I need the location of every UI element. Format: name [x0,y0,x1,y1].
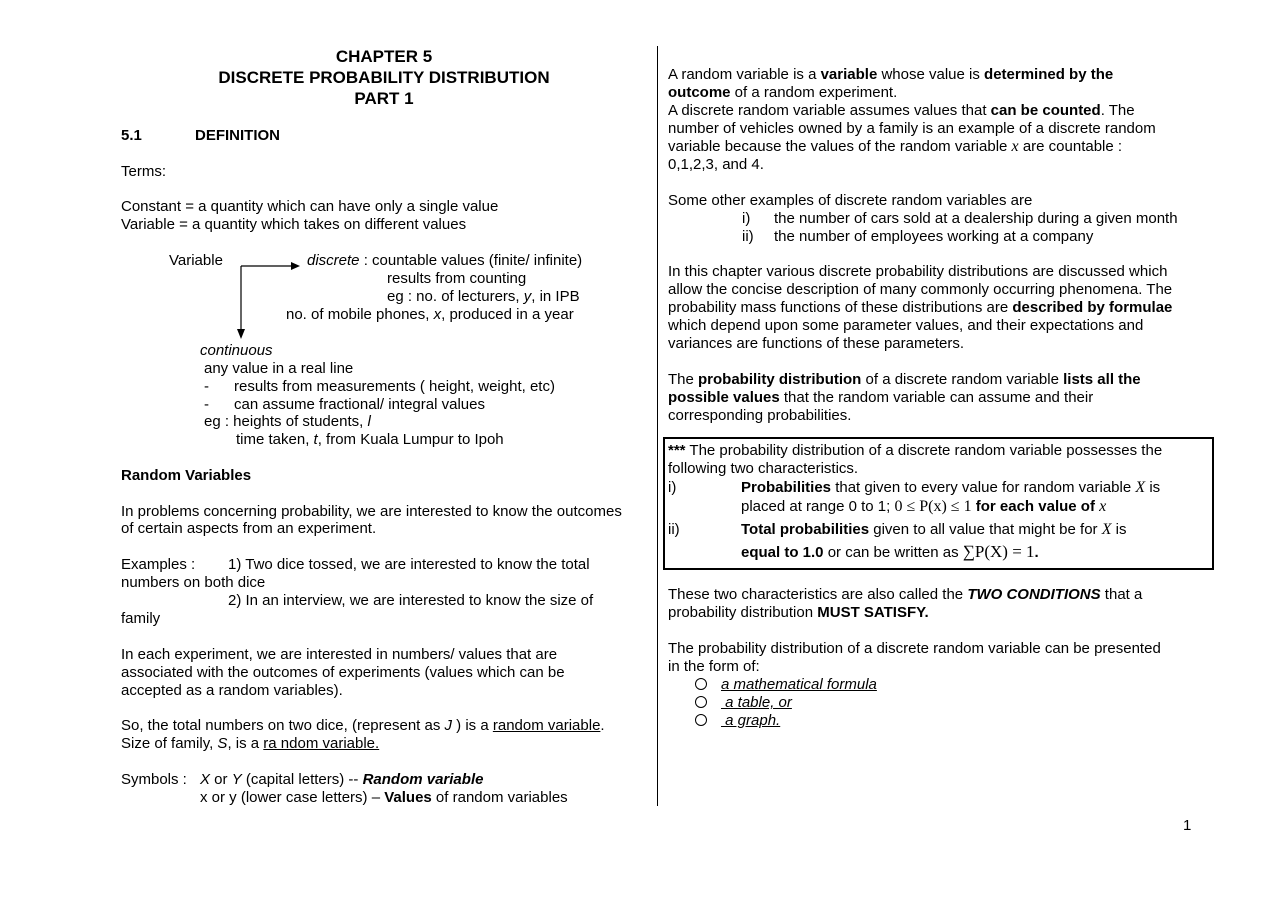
symbols-lower [200,789,568,807]
t: described by formulae [1012,299,1173,316]
diagram-arrows [230,258,310,343]
box-i-l2 [741,498,1106,516]
example-2: 2) In an interview, we are interested to know the size of [228,592,594,609]
size-mid: , is a [227,735,264,752]
sym-or: or [210,771,232,788]
form-formula: a mathematical formula [721,676,877,693]
range-formula: 0 ≤ P(x) ≤ 1 [894,498,972,515]
t: that the random variable can assume and their [779,389,1094,406]
eg-mobile-text: no. of mobile phones, [286,306,434,323]
measurements: results from measurements ( height, weight, etc) [234,378,555,395]
random-variable-term: random variable [492,717,601,734]
bullet-icon [695,678,707,690]
time-taken [236,431,504,449]
r-p1-l1 [668,66,1113,84]
para2-line3: accepted as a random variables). [121,682,343,699]
bullet-icon [695,714,707,726]
r-p2-i-num: i) [742,210,751,227]
r-p1-l6: 0,1,2,3, and 4. [668,156,764,173]
t: A discrete random variable assumes values that [668,102,991,119]
t: is [1111,521,1127,538]
t: are countable : [1018,138,1123,155]
eg-lecturers [387,288,580,306]
t: probability distribution [698,371,862,388]
chapter-part: PART 1 [354,89,414,108]
chapter-title: DISCRETE PROBABILITY DISTRIBUTION [218,68,550,87]
t: of a random experiment. [730,84,898,101]
form-graph: a graph. [721,712,781,729]
t: or can be written as [823,544,963,561]
para2-line2: associated with the outcomes of experiments (values which can be [121,664,565,681]
t: possible values [668,389,780,406]
eg-lecturers-end: , in IPB [531,288,580,305]
t: variable [820,66,878,83]
t: . The [1100,102,1135,119]
diagram-variable-label: Variable [169,252,223,269]
so-text: So, the total numbers on two dice, (represent as [121,717,445,734]
t: MUST SATISFY. [817,604,929,621]
time-end: , from Kuala Lumpur to Ipoh [317,431,504,448]
form-item [695,712,780,730]
t: whose value is [877,66,985,83]
t: The [668,371,699,388]
t: Total probabilities [741,521,870,538]
sym-lower-text: x or y (lower case letters) – [200,789,385,806]
r-p2-ii: the number of employees working at a company [774,228,1094,245]
sym-values: Values [384,789,432,806]
discrete-term: discrete [307,252,360,269]
symbols-label: Symbols : [121,771,187,788]
r-p2-i: the number of cars sold at a dealership during a given month [774,210,1178,227]
examples-label: Examples : [121,556,196,573]
chapter-label: CHAPTER 5 [335,47,433,66]
column-divider [657,46,658,806]
t: placed at range 0 to 1; [741,498,895,515]
r-p2-ii-num: ii) [742,228,754,245]
box-l1 [668,442,1162,460]
t: Probabilities [741,479,832,496]
var-x: x [433,306,442,323]
continuous-term: continuous [200,342,273,359]
dash-2: - [204,396,209,413]
diagram-discrete-line [307,252,582,270]
r-p4-l3: corresponding probabilities. [668,407,852,424]
example-1-cont: numbers on both dice [121,574,266,591]
bullet-icon [695,696,707,708]
t: The probability distribution of a discrete random variable possesses the [685,442,1163,459]
any-value: any value in a real line [204,360,354,377]
r-p1-l4: number of vehicles owned by a family is an example of a discrete random [668,120,1156,137]
discrete-description: : countable values (finite/ infinite) [359,252,583,269]
sym-X: X [200,771,211,788]
symbols-capital [200,771,483,789]
t: can be counted [990,102,1101,119]
r-p1-l2 [668,84,897,102]
box-l2: following two characteristics. [668,460,859,477]
so-mid: ) is a [452,717,493,734]
results-counting: results from counting [387,270,527,287]
t: outcome [668,84,731,101]
para2-line1: In each experiment, we are interested in numbers/ values that are [121,646,558,663]
size-line [121,735,379,753]
r-p3-l1: In this chapter various discrete probability distributions are discussed which [668,263,1168,280]
stars: *** [668,442,686,459]
variable-definition: Variable = a quantity which takes on different values [121,216,467,233]
t: probability distribution [668,604,818,621]
time-text: time taken, [236,431,314,448]
eg-mobile [286,306,574,324]
random-variable-term-2: ra ndom variable. [263,735,380,752]
var-J: J [444,717,453,734]
t: of a discrete random variable [861,371,1064,388]
box-i-num: i) [668,479,677,496]
fractional: can assume fractional/ integral values [234,396,485,413]
eg-heights-text: eg : heights of students, [204,413,368,430]
sym-random-variable: Random variable [362,771,484,788]
t: These two characteristics are also called the [668,586,968,603]
sum-formula: ∑P(X) = 1 [962,542,1035,561]
size-text: Size of family, [121,735,218,752]
terms-label: Terms: [121,163,166,180]
t: that given to every value for random variable [831,479,1136,496]
example-1: 1) Two dice tossed, we are interested to know the total [228,556,590,573]
t: . [1034,544,1039,561]
var-X: X [1101,521,1112,538]
r-p6-l2: in the form of: [668,658,760,675]
random-variables-heading: Random Variables [121,467,252,484]
r-p6-l1: The probability distribution of a discrete random variable can be presented [668,640,1161,657]
t: probability mass functions of these distributions are [668,299,1013,316]
form-item [695,676,877,694]
box-ii-l2 [741,543,1039,562]
t: variable because the values of the random variable [668,138,1012,155]
r-p3-l4: which depend upon some parameter values, and their expectations and [668,317,1144,334]
eg-mobile-end: , produced in a year [441,306,574,323]
eg-lecturers-text: eg : no. of lecturers, [387,288,524,305]
sym-Y: Y [231,771,242,788]
para1-line1: In problems concerning probability, we are interested to know the outcomes [121,503,622,520]
r-p2-l1: Some other examples of discrete random variables are [668,192,1033,209]
r-p3-l5: variances are functions of these parameters. [668,335,964,352]
t: given to all value that might be for [869,521,1102,538]
t: lists all the [1063,371,1141,388]
r-p3-l2: allow the concise description of many commonly occurring phenomena. The [668,281,1173,298]
section-title: DEFINITION [195,127,280,144]
section-number: 5.1 [121,127,142,144]
t: is [1145,479,1161,496]
dash-1: - [204,378,209,395]
form-item [695,694,792,712]
sym-lower-end: of random variables [431,789,568,806]
r-p4-l2 [668,389,1093,407]
t: TWO CONDITIONS [967,586,1101,603]
sym-caps: (capital letters) -- [241,771,363,788]
t: that a [1100,586,1143,603]
box-i-l1 [741,479,1160,497]
var-y: y [523,288,532,305]
r-p3-l3 [668,299,1172,317]
example-2-cont: family [121,610,161,627]
eg-heights [204,413,371,431]
box-ii-l1 [741,521,1127,539]
r-p1-l3 [668,102,1135,120]
para1-line2: of certain aspects from an experiment. [121,520,377,537]
t: for each value of [971,498,1100,515]
t: equal to 1.0 [741,544,824,561]
var-X: X [1135,479,1146,496]
so-end: . [600,717,605,734]
var-x: x [1011,138,1019,155]
so-line [121,717,605,735]
t: A random variable is a [668,66,821,83]
box-ii-num: ii) [668,521,680,538]
r-p5-l2 [668,604,929,622]
constant-definition: Constant = a quantity which can have only a single value [121,198,499,215]
form-table: a table, or [721,694,792,711]
t: determined by the [984,66,1114,83]
r-p4-l1 [668,371,1141,389]
var-t: t [313,431,318,448]
var-x: x [1099,498,1107,515]
r-p5-l1 [668,586,1142,604]
var-S: S [217,735,228,752]
page-number: 1 [1183,817,1192,834]
var-l: l [367,413,371,430]
r-p1-l5 [668,138,1122,156]
